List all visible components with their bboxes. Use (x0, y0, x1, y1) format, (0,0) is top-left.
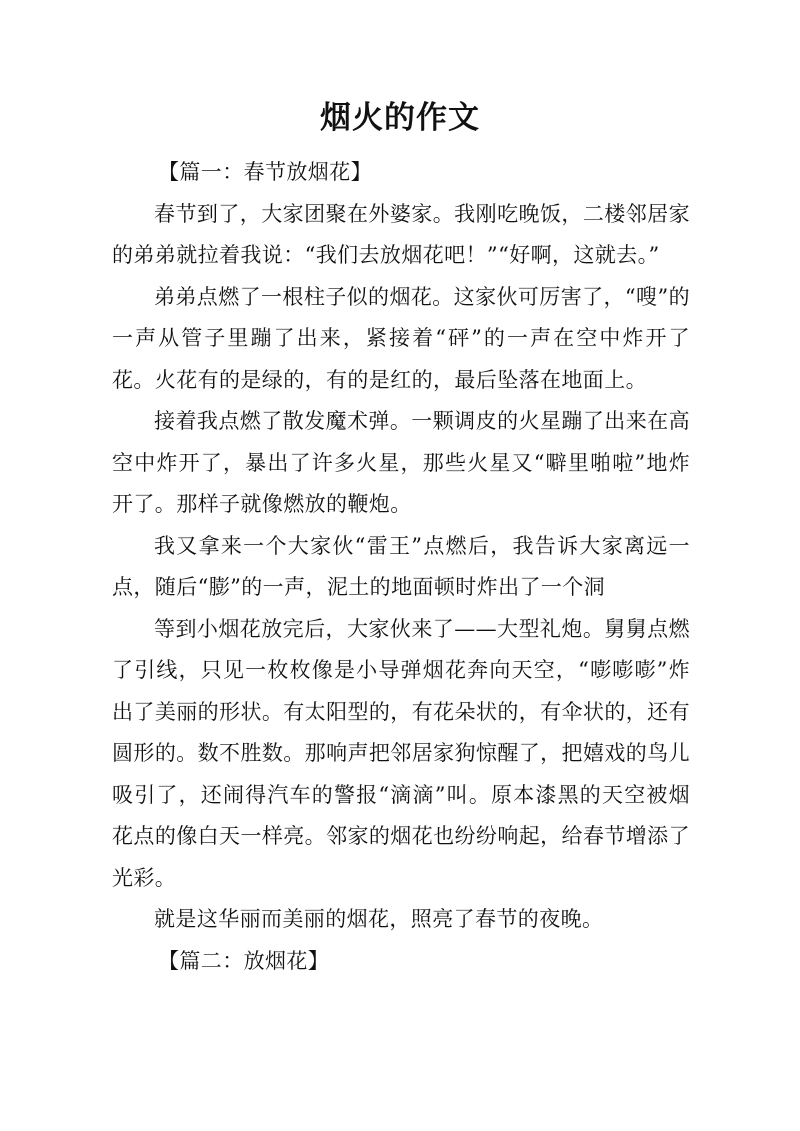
paragraph: 我又拿来一个大家伙“雷王”点燃后，我告诉大家离远一点，随后“膨”的一声，泥土的地面顿时炸出了一个洞 (112, 533, 690, 599)
paragraph: 就是这华丽而美丽的烟花，照亮了春节的夜晚。 (154, 907, 604, 931)
section-heading-1: 【篇一：春节放烟花】 (158, 160, 372, 184)
paragraph: 春节到了，大家团聚在外婆家。我刚吃晚饭，二楼邻居家的弟弟就拉着我说：“我们去放烟花吧！”“好啊，这就去。” (112, 201, 690, 267)
document-title: 烟火的作文 (320, 100, 480, 136)
paragraph: 接着我点燃了散发魔术弹。一颗调皮的火星蹦了出来在高空中炸开了，暴出了许多火星，那些火星又“噼里啪啦”地炸开了。那样子就像燃放的鞭炮。 (112, 409, 690, 516)
paragraph: 等到小烟花放完后，大家伙来了——大型礼炮。舅舅点燃了引线，只见一枚枚像是小导弹烟花奔向天空，“嘭嘭嘭”炸出了美丽的形状。有太阳型的，有花朵状的，有伞状的，还有圆形的。数不胜数。那响声把邻居家狗惊醒了，把嬉戏的鸟儿吸引了，还闹得汽车的警报“滴滴”叫。原本漆黑的天空被烟花点的像白天一样亮。邻家的烟花也纷纷响起，给春节增添了光彩。 (112, 616, 690, 890)
section-heading-2: 【篇二：放烟花】 (158, 948, 330, 973)
paragraph: 弟弟点燃了一根柱子似的烟花。这家伙可厉害了，“嗖”的一声从管子里蹦了出来，紧接着“砰”的一声在空中炸开了花。火花有的是绿的，有的是红的，最后坠落在地面上。 (112, 284, 690, 392)
document-body (112, 152, 690, 982)
